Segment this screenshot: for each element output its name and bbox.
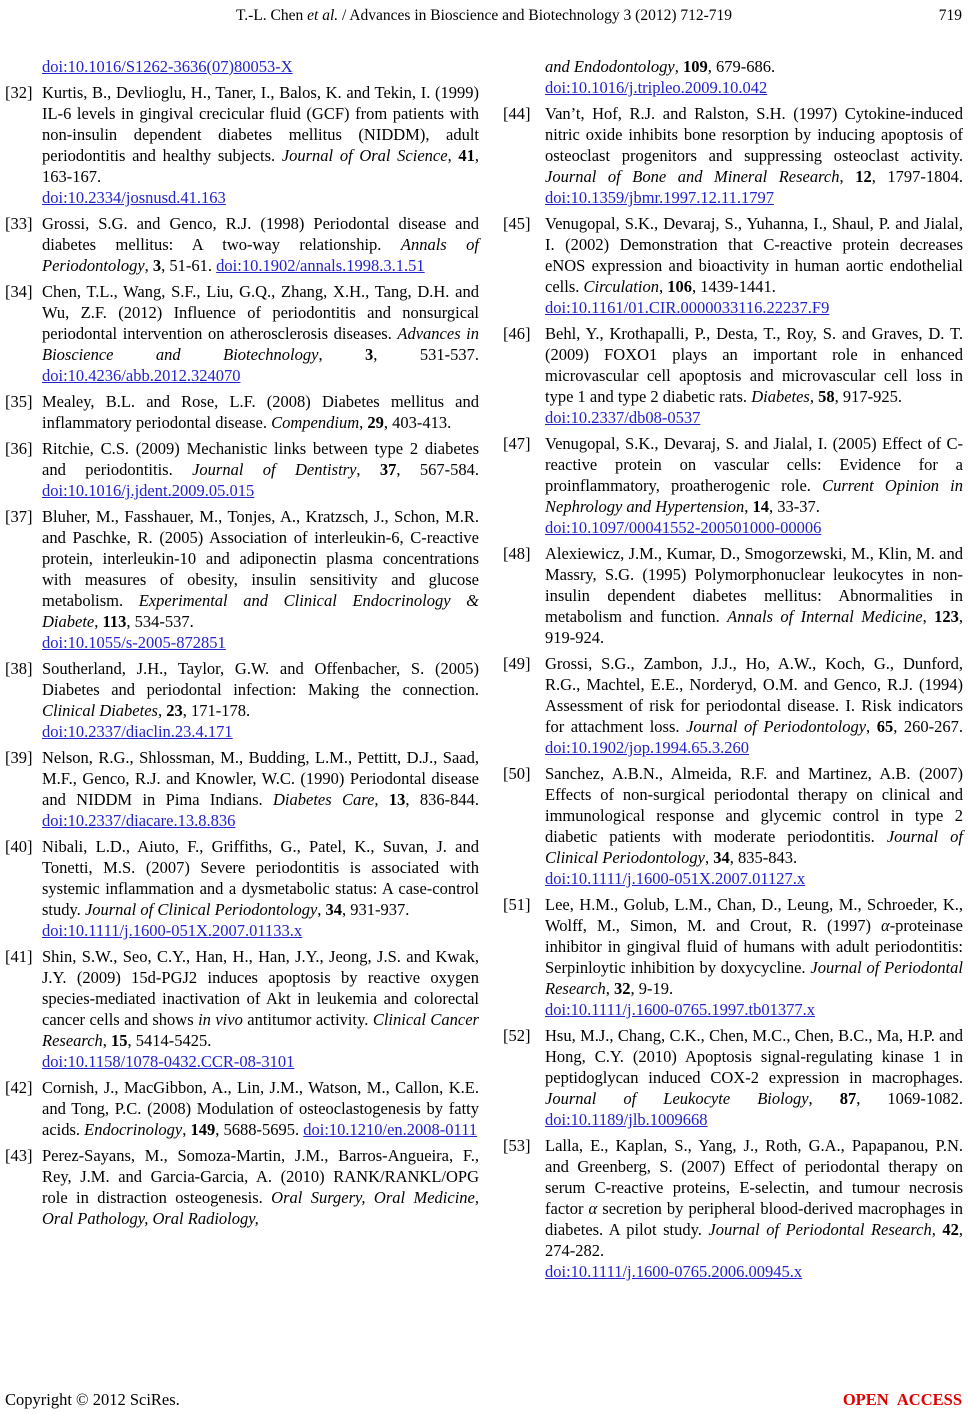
- reference-segment: , 931-937.: [342, 900, 410, 919]
- running-header-text: T.-L. Chen: [235, 7, 308, 24]
- reference-item: [503, 543, 963, 648]
- reference-item: [5, 946, 479, 1072]
- doi-link[interactable]: doi:10.1158/1078-0432.CCR-08-3101: [42, 1052, 295, 1071]
- copyright-notice: Copyright © 2012 SciRes.: [5, 1390, 180, 1409]
- reference-number: [41]: [5, 947, 33, 966]
- reference-number: [32]: [5, 83, 33, 102]
- reference-text: [42, 282, 479, 385]
- reference-text: [545, 544, 963, 647]
- reference-text: [545, 764, 963, 888]
- reference-text: [42, 439, 479, 500]
- reference-segment: ,: [317, 900, 326, 919]
- reference-segment: Journal of Periodontal Research: [545, 958, 963, 998]
- reference-text: [545, 324, 963, 427]
- reference-segment: ,: [157, 701, 167, 720]
- reference-item: [5, 1077, 479, 1140]
- doi-link[interactable]: doi:10.4236/abb.2012.324070: [42, 366, 241, 385]
- reference-segment: α: [588, 1199, 598, 1218]
- doi-link[interactable]: doi:10.1161/01.CIR.0000033116.22237.F9: [545, 298, 830, 317]
- reference-segment: , 33-37.: [768, 497, 820, 516]
- reference-segment: , 403-413.: [383, 413, 452, 432]
- reference-text: [42, 1146, 479, 1228]
- doi-link[interactable]: doi:10.1111/j.1600-051X.2007.01133.x: [42, 921, 303, 940]
- reference-item: [503, 1025, 963, 1130]
- reference-text: [545, 214, 963, 317]
- doi-link[interactable]: doi:10.1189/jlb.1009668: [545, 1110, 708, 1129]
- reference-number: [53]: [503, 1136, 531, 1155]
- reference-segment: , 534-537.: [126, 612, 194, 631]
- reference-segment: Shin, S.W., Seo, C.Y., Han, H., Han, J.Y., Jeong, J.S. and Kwak, J.Y. (2009) 15d-PGJ2 induces apoptosis by reactive oxygen species-mediated inactivation of Akt in leukemia and colorectal cancer cells and shows: [42, 947, 479, 1029]
- reference-segment: , 679-686.: [707, 57, 776, 76]
- doi-link[interactable]: doi:10.1359/jbmr.1997.12.11.1797: [545, 188, 775, 207]
- reference-item: [503, 894, 963, 1020]
- reference-segment: Nibali, L.D., Aiuto, F., Griffiths, G., Patel, K., Suvan, J. and Tonetti, M.S. (2007) Severe periodontitis is associated with systemic inflammation and a dysmetabolic status: A case-control study.: [42, 837, 479, 919]
- reference-text: [42, 659, 479, 741]
- reference-item: [5, 506, 479, 653]
- reference-segment: and Endodontology: [545, 57, 675, 76]
- reference-segment: Kurtis, B., Devlioglu, H., Taner, I., Balos, K. and Tekin, I. (1999) IL-6 levels in gingival crecicular fluid (GCF) from patients with non-insulin dependent diabetes mellitus (NIDDM), adult periodontitis and healthy subjects.: [42, 83, 479, 165]
- doi-link[interactable]: doi:10.1111/j.1600-051X.2007.01127.x: [545, 869, 806, 888]
- reference-segment: , 260-267.: [893, 717, 964, 736]
- reference-segment: Journal of Leukocyte Biology: [545, 1089, 809, 1108]
- reference-number: [47]: [503, 434, 531, 453]
- reference-item: [5, 213, 479, 276]
- doi-link[interactable]: doi:10.2334/josnusd.41.163: [42, 188, 226, 207]
- reference-segment: Alexiewicz, J.M., Kumar, D., Smogorzewski, M., Klin, M. and Massry, S.G. (1995) Polymorphonuclear leukocytes in non-insulin dependent diabetes mellitus: Abnormalities in metabolism and function.: [545, 544, 963, 626]
- reference-segment: Journal of Clinical Periodontology: [545, 827, 963, 867]
- reference-segment: , 5688-5695.: [215, 1120, 304, 1139]
- reference-segment: ,: [356, 460, 380, 479]
- reference-segment: , 171-178.: [182, 701, 251, 720]
- doi-link[interactable]: doi:10.1055/s-2005-872851: [42, 633, 226, 652]
- reference-segment: Circulation: [583, 277, 659, 296]
- reference-segment: Diabetes Care: [273, 790, 375, 809]
- reference-segment: Annals of Internal Medicine: [727, 607, 923, 626]
- reference-number: [38]: [5, 659, 33, 678]
- reference-segment: , 567-584.: [396, 460, 480, 479]
- reference-segment: 15: [111, 1031, 128, 1050]
- reference-segment: in vivo: [198, 1010, 243, 1029]
- reference-segment: , 917-925.: [834, 387, 902, 406]
- doi-link[interactable]: doi:10.1902/annals.1998.3.1.51: [216, 256, 425, 275]
- reference-segment: 3: [152, 256, 162, 275]
- reference-segment: Advances in Bioscience and Biotechnology: [42, 324, 479, 364]
- doi-link[interactable]: doi:10.1016/j.jdent.2009.05.015: [42, 481, 255, 500]
- reference-segment: , 5414-5425.: [127, 1031, 212, 1050]
- reference-segment: ,: [808, 1089, 840, 1108]
- reference-segment: Journal of Dentistry: [192, 460, 357, 479]
- references-column-right: [503, 56, 963, 1287]
- doi-link[interactable]: doi:10.1210/en.2008-0111: [303, 1120, 478, 1139]
- reference-segment: Clinical Diabetes: [42, 701, 158, 720]
- reference-segment: -proteinase inhibitor in gingival fluid of humans with adult periodontitis: Serpinloytic inhibition by doxycycline.: [545, 916, 963, 977]
- reference-segment: Clinical Cancer Research: [42, 1010, 479, 1050]
- reference-segment: 29: [367, 413, 384, 432]
- reference-segment: Van’t, Hof, R.J. and Ralston, S.H. (1997) Cytokine-induced nitric oxide inhibits bone resorption by inducing apoptosis of osteoclast progenitors and suppressing osteoclast activity.: [545, 104, 963, 165]
- reference-segment: 65: [876, 717, 894, 736]
- reference-number: [49]: [503, 654, 531, 673]
- reference-segment: Endocrinology: [84, 1120, 183, 1139]
- reference-segment: Lee, H.M., Golub, L.M., Chan, D., Leung, M., Schroeder, K., Wolff, M., Simon, M. and Crout, R. (1997): [545, 895, 963, 935]
- reference-segment: 23: [166, 701, 183, 720]
- reference-segment: Southerland, J.H., Taylor, G.W. and Offenbacher, S. (2005) Diabetes and periodontal infection: Making the connection.: [42, 659, 479, 699]
- reference-segment: ,: [182, 1120, 191, 1139]
- reference-segment: Grossi, S.G., Zambon, J.J., Ho, A.W., Koch, G., Dunford, R.G., Machtel, E.E., Norderyd, O.M. and Genco, R.J. (1994) Assessment of risk for periodontal disease. I. Risk indicators for attachment loss.: [545, 654, 963, 736]
- reference-segment: Diabetes: [751, 387, 810, 406]
- reference-number: [36]: [5, 439, 33, 458]
- reference-text: [545, 104, 963, 207]
- reference-segment: 123: [934, 607, 959, 626]
- reference-text: [545, 57, 775, 97]
- reference-item: [503, 433, 963, 538]
- reference-segment: , 1069-1082.: [856, 1089, 963, 1108]
- reference-text: [42, 392, 479, 432]
- reference-item: [5, 1145, 479, 1229]
- reference-item: [5, 658, 479, 742]
- reference-segment: ,: [674, 57, 683, 76]
- reference-number: [44]: [503, 104, 531, 123]
- reference-segment: Compendium: [271, 413, 360, 432]
- reference-segment: 12: [855, 167, 872, 186]
- reference-number: [50]: [503, 764, 531, 783]
- reference-segment: Journal of Bone and Mineral Research: [545, 167, 840, 186]
- reference-segment: , 9-19.: [630, 979, 674, 998]
- doi-link[interactable]: doi:10.2337/db08-0537: [545, 408, 701, 427]
- doi-link[interactable]: doi:10.1111/j.1600-0765.2006.00945.x: [545, 1262, 803, 1281]
- reference-segment: , 919-924.: [545, 607, 963, 647]
- reference-segment: ,: [102, 1031, 112, 1050]
- reference-item: [503, 653, 963, 758]
- reference-segment: ,: [359, 413, 368, 432]
- reference-item: [503, 213, 963, 318]
- reference-segment: ,: [447, 146, 459, 165]
- reference-segment: , 1797-1804.: [871, 167, 963, 186]
- reference-number: [42]: [5, 1078, 33, 1097]
- reference-segment: Journal of Periodontal Research: [708, 1220, 932, 1239]
- reference-number: [43]: [5, 1146, 33, 1165]
- reference-segment: , 1439-1441.: [691, 277, 776, 296]
- reference-segment: 149: [190, 1120, 216, 1139]
- reference-segment: 32: [614, 979, 631, 998]
- reference-item: [503, 323, 963, 428]
- reference-segment: antitumor activity.: [242, 1010, 373, 1029]
- reference-segment: Experimental and Clinical Endocrinology & Diabete: [42, 591, 479, 631]
- reference-segment: 58: [818, 387, 835, 406]
- reference-segment: ,: [144, 256, 153, 275]
- references-column-left: [5, 56, 479, 1234]
- reference-number: [45]: [503, 214, 531, 233]
- reference-segment: Journal of Oral Science: [281, 146, 448, 165]
- reference-item: [5, 391, 479, 433]
- reference-item: [503, 763, 963, 889]
- reference-segment: ,: [866, 717, 877, 736]
- reference-segment: Hsu, M.J., Chang, C.K., Chen, M.C., Chen, B.C., Ma, H.P. and Hong, C.Y. (2010) Apoptosis signal-regulating kinase 1 in peptidoglycan induced COX-2 expression in macrophages.: [545, 1026, 963, 1087]
- reference-segment: 41: [458, 146, 475, 165]
- reference-segment: Oral Surgery, Oral Medicine, Oral Pathology, Oral Radiology,: [42, 1188, 479, 1228]
- reference-text: [545, 1136, 963, 1281]
- reference-segment: Ritchie, C.S. (2009) Mechanistic links between type 2 diabetes and periodontitis.: [42, 439, 479, 479]
- reference-number: [37]: [5, 507, 33, 526]
- reference-segment: ,: [374, 790, 389, 809]
- reference-segment: ,: [658, 277, 668, 296]
- reference-segment: ,: [744, 497, 753, 516]
- reference-number: [39]: [5, 748, 33, 767]
- doi-link[interactable]: doi:10.2337/diacare.13.8.836: [42, 811, 236, 830]
- doi-link[interactable]: doi:10.2337/diaclin.23.4.171: [42, 722, 233, 741]
- doi-link[interactable]: doi:10.1016/S1262-3636(07)80053-X: [42, 57, 293, 76]
- reference-segment: Mealey, B.L. and Rose, L.F. (2008) Diabetes mellitus and inflammatory periodontal disease.: [42, 392, 479, 432]
- reference-segment: Sanchez, A.B.N., Almeida, R.F. and Martinez, A.B. (2007) Effects of non-surgical periodontal therapy on clinical and immunological response and glycemic control in type 2 diabetic patients with moderate periodontitis.: [545, 764, 963, 846]
- reference-segment: Annals of Periodontology: [42, 235, 480, 275]
- reference-item: [503, 1135, 963, 1282]
- reference-text: [42, 947, 479, 1071]
- reference-item: [5, 281, 479, 386]
- reference-text: [545, 895, 963, 1019]
- reference-segment: 34: [325, 900, 343, 919]
- reference-text: [42, 1078, 479, 1139]
- reference-item: [503, 56, 963, 98]
- reference-text: [42, 214, 479, 275]
- reference-segment: , 274-282.: [545, 1220, 963, 1260]
- reference-text: [42, 83, 479, 207]
- reference-segment: 106: [667, 277, 692, 296]
- doi-link[interactable]: doi:10.1111/j.1600-0765.1997.tb01377.x: [545, 1000, 815, 1019]
- reference-text: [42, 748, 479, 830]
- reference-segment: Behl, Y., Krothapalli, P., Desta, T., Roy, S. and Graves, D. T. (2009) FOXO1 plays an important role in enhanced microvascular cell apoptosis and microvascular cell loss in type 1 and type 2 diabetic rats.: [545, 324, 963, 406]
- reference-segment: Cornish, J., MacGibbon, A., Lin, J.M., Watson, M., Callon, K.E. and Tong, P.C. (2008) Modulation of osteoclastogenesis by fatty acids.: [42, 1078, 479, 1139]
- reference-segment: Grossi, S.G. and Genco, R.J. (1998) Periodontal disease and diabetes mellitus: A two-way relationship.: [42, 214, 479, 254]
- reference-segment: 42: [942, 1220, 959, 1239]
- reference-number: [46]: [503, 324, 531, 343]
- reference-segment: 113: [102, 612, 127, 631]
- reference-segment: Nelson, R.G., Shlossman, M., Budding, L.M., Pettitt, D.J., Saad, M.F., Genco, R.J. and Knowler, W.C. (1990) Periodontal disease and NIDDM in Pima Indians.: [42, 748, 479, 809]
- reference-segment: Venugopal, S.K., Devaraj, S., Yuhanna, I., Shaul, P. and Jialal, I. (2002) Demonstration that C-reactive protein decreases eNOS expression and bioactivity in human aortic endothelial cells.: [545, 214, 963, 296]
- reference-segment: 37: [379, 460, 397, 479]
- reference-item: [5, 747, 479, 831]
- reference-segment: , 163-167.: [42, 146, 480, 186]
- reference-segment: Journal of Clinical Periodontology: [84, 900, 318, 919]
- reference-text: [545, 434, 963, 537]
- doi-link[interactable]: doi:10.1097/00041552-200501000-00006: [545, 518, 822, 537]
- reference-number: [33]: [5, 214, 33, 233]
- reference-text: [42, 507, 479, 652]
- reference-item: [5, 82, 479, 208]
- reference-segment: Chen, T.L., Wang, S.F., Liu, G.Q., Zhang, X.H., Tang, D.H. and Wu, Z.F. (2012) Influence of periodontitis and nonsurgical periodontal intervention on atherosclerosis diseases.: [42, 282, 479, 343]
- reference-text: [545, 1026, 963, 1129]
- reference-segment: 109: [682, 57, 708, 76]
- reference-segment: ,: [922, 607, 935, 626]
- reference-segment: Journal of Periodontology: [686, 717, 867, 736]
- running-header-et-al: et al.: [307, 7, 339, 24]
- reference-number: [40]: [5, 837, 33, 856]
- reference-item: [5, 56, 479, 77]
- reference-segment: 87: [839, 1089, 857, 1108]
- reference-segment: 13: [388, 790, 406, 809]
- reference-segment: secretion by peripheral blood-derived macrophages in diabetes. A pilot study.: [545, 1199, 963, 1239]
- reference-segment: , 51-61.: [161, 256, 217, 275]
- reference-segment: , 836-844.: [405, 790, 479, 809]
- reference-segment: Current Opinion in Nephrology and Hypertension: [545, 476, 963, 516]
- reference-text: [545, 654, 963, 757]
- running-header-journal: / Advances in Bioscience and Biotechnology 3 (2012) 712-719: [338, 7, 733, 24]
- reference-segment: , 835-843.: [729, 848, 798, 867]
- reference-segment: ,: [809, 387, 819, 406]
- reference-segment: Perez-Sayans, M., Somoza-Martin, J.M., Barros-Angueira, F., Rey, J.M. and Garcia-Garcia, A. (2010) RANK/RANKL/OPG role in distraction osteogenesis.: [42, 1146, 479, 1207]
- reference-number: [48]: [503, 544, 531, 563]
- reference-item: [5, 438, 479, 501]
- running-header: [0, 7, 968, 25]
- reference-segment: 14: [752, 497, 769, 516]
- reference-item: [503, 103, 963, 208]
- doi-link[interactable]: doi:10.1016/j.tripleo.2009.10.042: [545, 78, 768, 97]
- reference-segment: 34: [713, 848, 730, 867]
- reference-segment: 3: [365, 345, 374, 364]
- reference-segment: ,: [931, 1220, 943, 1239]
- reference-segment: , 531-537.: [373, 345, 480, 364]
- page-number: 719: [938, 7, 962, 24]
- reference-segment: α: [881, 916, 890, 935]
- reference-number: [34]: [5, 282, 33, 301]
- reference-text: [42, 57, 293, 76]
- reference-number: [52]: [503, 1026, 531, 1045]
- reference-segment: ,: [704, 848, 714, 867]
- reference-item: [5, 836, 479, 941]
- open-access-label: OPEN ACCESS: [842, 1390, 962, 1409]
- reference-segment: Bluher, M., Fasshauer, M., Tonjes, A., Kratzsch, J., Schon, M.R. and Paschke, R. (2005) Association of interleukin-6, C-reactive protein, interleukin-10 and adiponectin plasma concentrations with measures of obesity, insulin sensitivity and glucose metabolism.: [42, 507, 479, 610]
- reference-segment: Venugopal, S.K., Devaraj, S. and Jialal, I. (2005) Effect of C-reactive protein on vascular cells: Evidence for a proinflammatory, proatherogenic role.: [545, 434, 963, 495]
- reference-segment: ,: [839, 167, 856, 186]
- reference-segment: ,: [605, 979, 615, 998]
- reference-segment: ,: [94, 612, 103, 631]
- doi-link[interactable]: doi:10.1902/jop.1994.65.3.260: [545, 738, 749, 757]
- reference-number: [51]: [503, 895, 531, 914]
- reference-segment: ,: [318, 345, 366, 364]
- reference-segment: Lalla, E., Kaplan, S., Yang, J., Roth, G.A., Papapanou, P.N. and Greenberg, S. (2007) Effect of periodontal therapy on serum C-reactive proteins, E-selectin, and tumour necrosis factor: [545, 1136, 963, 1218]
- reference-number: [35]: [5, 392, 33, 411]
- reference-text: [42, 837, 479, 940]
